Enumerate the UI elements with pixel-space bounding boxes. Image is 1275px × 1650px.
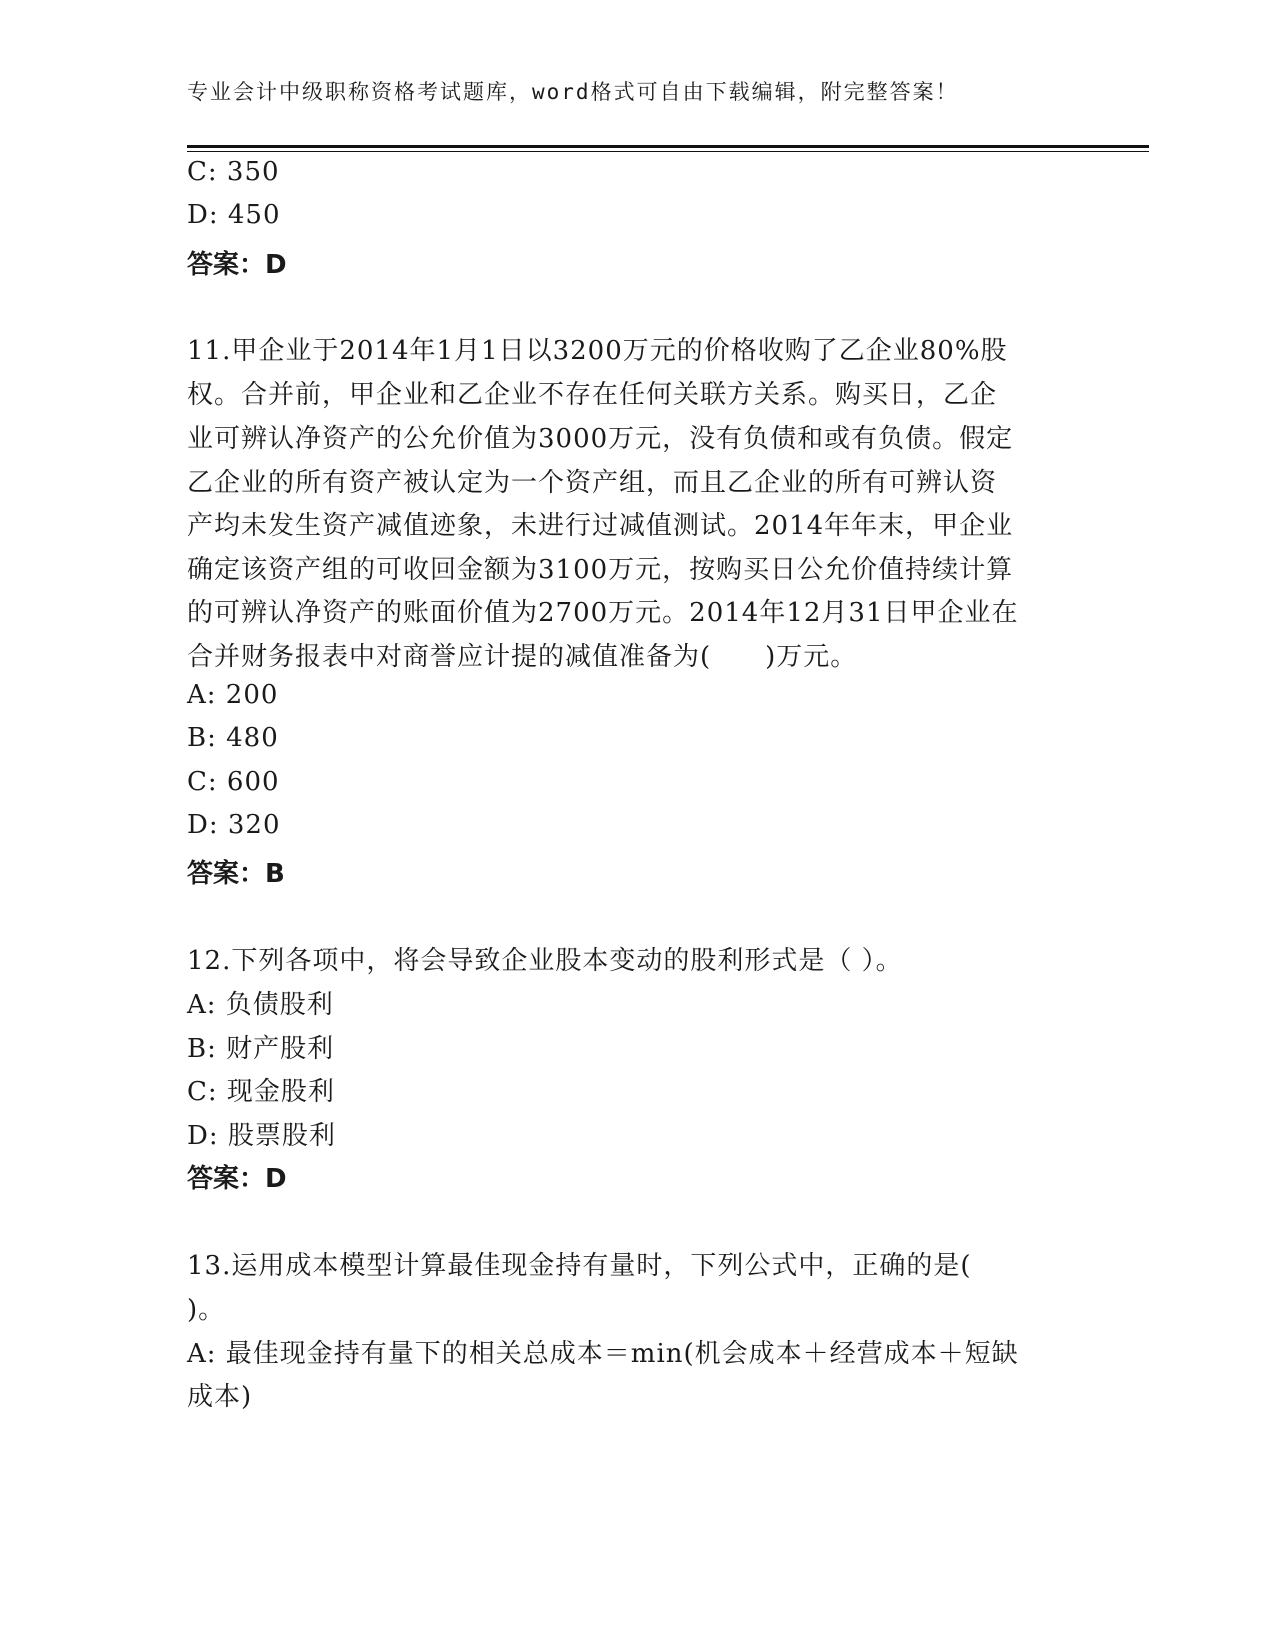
question-11-stem: 的可辨认净资产的账面价值为2700万元。2014年12月31日甲企业在 <box>187 598 1019 628</box>
option-d: D: 320 <box>187 810 281 840</box>
header-rule-thick <box>187 145 1149 148</box>
option-a: A: 200 <box>187 680 279 710</box>
option-b: B: 480 <box>187 723 279 753</box>
question-11-stem: 11.甲企业于2014年1月1日以3200万元的价格收购了乙企业80%股 <box>187 336 1008 366</box>
question-11-stem: 业可辨认净资产的公允价值为3000万元，没有负债和或有负债。假定 <box>187 424 1014 454</box>
question-11-stem: 乙企业的所有资产被认定为一个资产组，而且乙企业的所有可辨认资 <box>187 468 998 498</box>
option-c: C: 现金股利 <box>187 1077 335 1107</box>
question-12-stem: 12.下列各项中，将会导致企业股本变动的股利形式是（ ）。 <box>187 946 903 976</box>
question-11-stem: 合并财务报表中对商誉应计提的减值准备为( )万元。 <box>187 642 858 672</box>
option-a: A: 负债股利 <box>187 990 334 1020</box>
header-rule-thin <box>187 151 1149 152</box>
question-13-stem: )。 <box>187 1295 226 1325</box>
question-13-stem: 13.运用成本模型计算最佳现金持有量时，下列公式中，正确的是( <box>187 1251 972 1281</box>
option-a: A: 最佳现金持有量下的相关总成本＝min(机会成本＋经营成本＋短缺 <box>187 1339 1019 1369</box>
answer-label: 答案：B <box>187 859 285 889</box>
option-d: D: 450 <box>187 200 281 230</box>
page-header: 专业会计中级职称资格考试题库，word格式可自由下载编辑，附完整答案！ <box>187 80 959 104</box>
question-11-stem: 确定该资产组的可收回金额为3100万元，按购买日公允价值持续计算 <box>187 555 1014 585</box>
option-d: D: 股票股利 <box>187 1121 336 1151</box>
option-a-continued: 成本) <box>187 1382 253 1412</box>
question-11-stem: 产均未发生资产减值迹象，未进行过减值测试。2014年年末，甲企业 <box>187 511 1014 541</box>
option-b: B: 财产股利 <box>187 1034 335 1064</box>
question-11-stem: 权。合并前，甲企业和乙企业不存在任何关联方关系。购买日，乙企 <box>187 380 998 410</box>
answer-label: 答案：D <box>187 250 287 280</box>
option-c: C: 600 <box>187 767 280 797</box>
option-c: C: 350 <box>187 157 280 187</box>
answer-label: 答案：D <box>187 1164 287 1194</box>
